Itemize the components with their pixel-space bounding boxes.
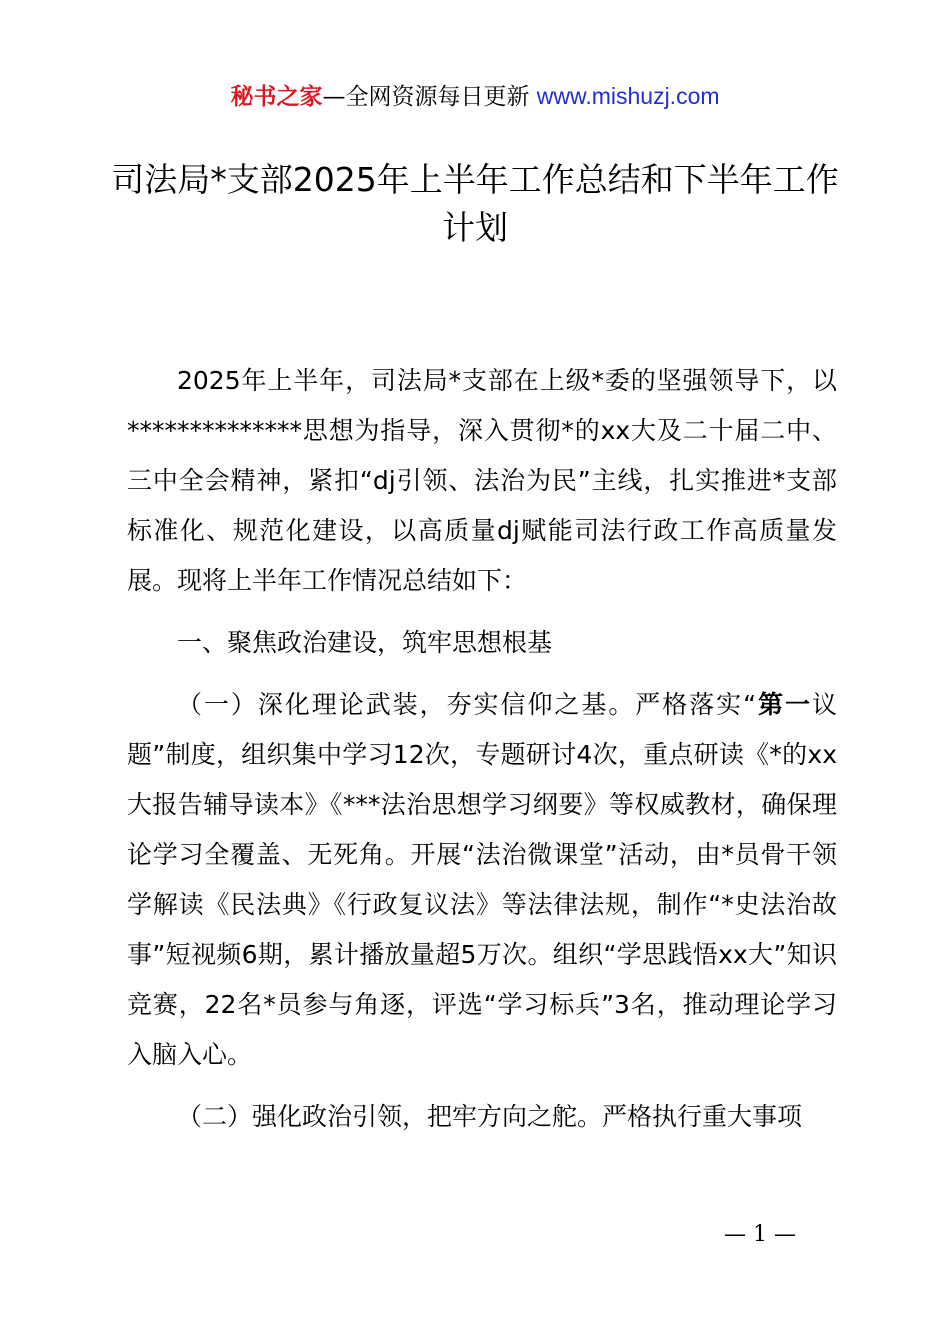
intro-paragraph: 2025年上半年，司法局*支部在上级*委的坚强领导下，以**************思想为指导，深入贯彻*的xx大及二十届二中、三中全会精神，紧扣“dj引领、法治为民”主线，扎实推进*支部标准化、规范化建设，以高质量dj赋能司法行政工作高质量发展。现将上半年工作情况总结如下： <box>127 366 837 595</box>
paragraph-1-text-a: （一）深化理论武装，夯实信仰之基。严格落实“ <box>177 690 757 719</box>
document-body <box>127 356 837 1142</box>
page-number: — 1 — <box>724 1222 796 1247</box>
paragraph-1 <box>127 680 837 1080</box>
section-heading: 一、聚焦政治建设，筑牢思想根基 <box>177 628 553 657</box>
site-url-link[interactable]: www.mishuzj.com <box>536 83 720 109</box>
header-slogan: —全网资源每日更新 <box>322 84 537 110</box>
document-title: 司法局*支部2025年上半年工作总结和下半年工作计划 <box>111 160 839 247</box>
brand-name: 秘书之家 <box>230 84 323 110</box>
paragraph-1-bold: 第一 <box>756 690 812 719</box>
paragraph-2: （二）强化政治引领，把牢方向之舵。严格执行重大事项 <box>177 1102 803 1131</box>
site-header <box>0 78 950 115</box>
paragraph-1-text-b: 议题”制度，组织集中学习12次，专题研讨4次，重点研读《*的xx大报告辅导读本》《***法治思想学习纲要》等权威教材，确保理论学习全覆盖、无死角。开展“法治微课堂”活动，由*员骨干领学解读《民法典》《行政复议法》等法律法规，制作“*史法治故事”短视频6期，累计播放量超5万次。组织“学思践悟xx大”知识竞赛，22名*员参与角逐，评选“学习标兵”3名，推动理论学习入脑入心。 <box>127 690 837 1069</box>
